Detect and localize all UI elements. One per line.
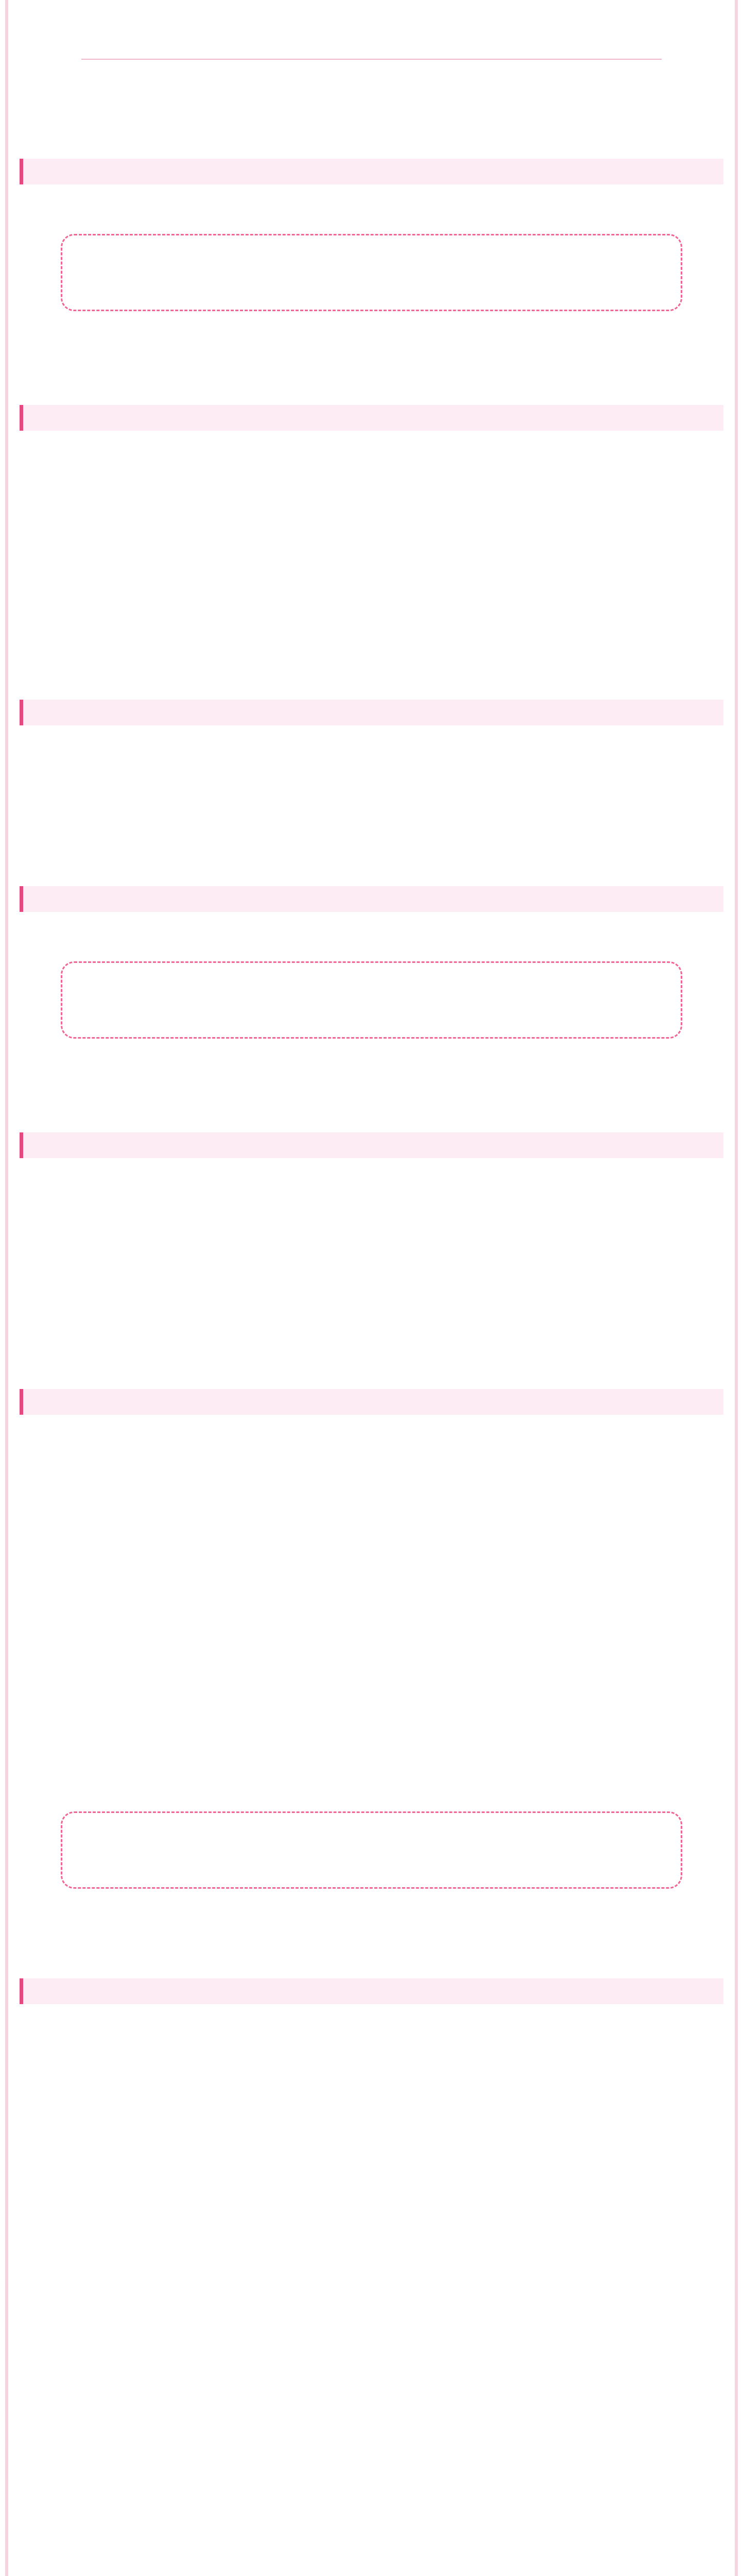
section-heading <box>20 405 723 431</box>
list-item <box>20 1087 723 1115</box>
list-item <box>20 2049 723 2077</box>
exam-tip-box <box>61 1811 682 1889</box>
exam-tip-box <box>61 234 682 311</box>
list-item <box>20 922 723 950</box>
section-heading <box>20 1132 723 1158</box>
title-divider <box>81 59 662 60</box>
list-item <box>20 1239 723 1266</box>
list-item <box>20 654 723 682</box>
section-heading <box>20 1389 723 1415</box>
paragraph <box>20 1933 723 1961</box>
sub-heading <box>20 1902 723 1926</box>
paragraph <box>20 441 723 469</box>
list-item <box>20 195 723 223</box>
list-item <box>20 1274 723 1301</box>
paragraph <box>20 1562 723 1590</box>
list-item <box>20 2014 723 2042</box>
exam-tip-text <box>80 1000 663 1025</box>
list-item <box>20 1309 723 1336</box>
list-item <box>20 325 723 352</box>
exam-tip-box <box>61 961 682 1039</box>
list-item <box>20 736 723 764</box>
paragraph <box>20 113 723 141</box>
document-body <box>20 75 723 2077</box>
list-item <box>20 1632 723 1660</box>
exam-tip-title <box>80 1824 663 1845</box>
document-title <box>20 24 723 53</box>
exam-tip-text <box>80 273 663 297</box>
list-item <box>20 514 723 542</box>
list-item <box>20 619 723 647</box>
list-item <box>20 806 723 834</box>
list-item <box>20 1492 723 1520</box>
list-item <box>20 1344 723 1371</box>
sub-heading <box>20 1531 723 1555</box>
list-item <box>20 1667 723 1695</box>
list-item <box>20 1702 723 1730</box>
section-heading <box>20 700 723 725</box>
list-item <box>20 584 723 612</box>
paragraph <box>20 75 723 103</box>
sub-heading <box>20 1741 723 1765</box>
list-item <box>20 479 723 507</box>
paragraph <box>20 1772 723 1800</box>
sub-heading <box>20 1426 723 1450</box>
list-item <box>20 1204 723 1231</box>
section-heading <box>20 159 723 184</box>
exam-tip-title <box>80 974 663 995</box>
list-item <box>20 360 723 387</box>
section-heading <box>20 1978 723 2004</box>
list-item <box>20 1052 723 1080</box>
list-item <box>20 549 723 577</box>
list-item <box>20 771 723 799</box>
section-heading <box>20 886 723 912</box>
list-item <box>20 1168 723 1196</box>
exam-tip-text <box>80 1850 663 1875</box>
exam-tip-title <box>80 247 663 267</box>
sub-heading <box>20 1601 723 1625</box>
list-item <box>20 1457 723 1485</box>
list-item <box>20 841 723 869</box>
